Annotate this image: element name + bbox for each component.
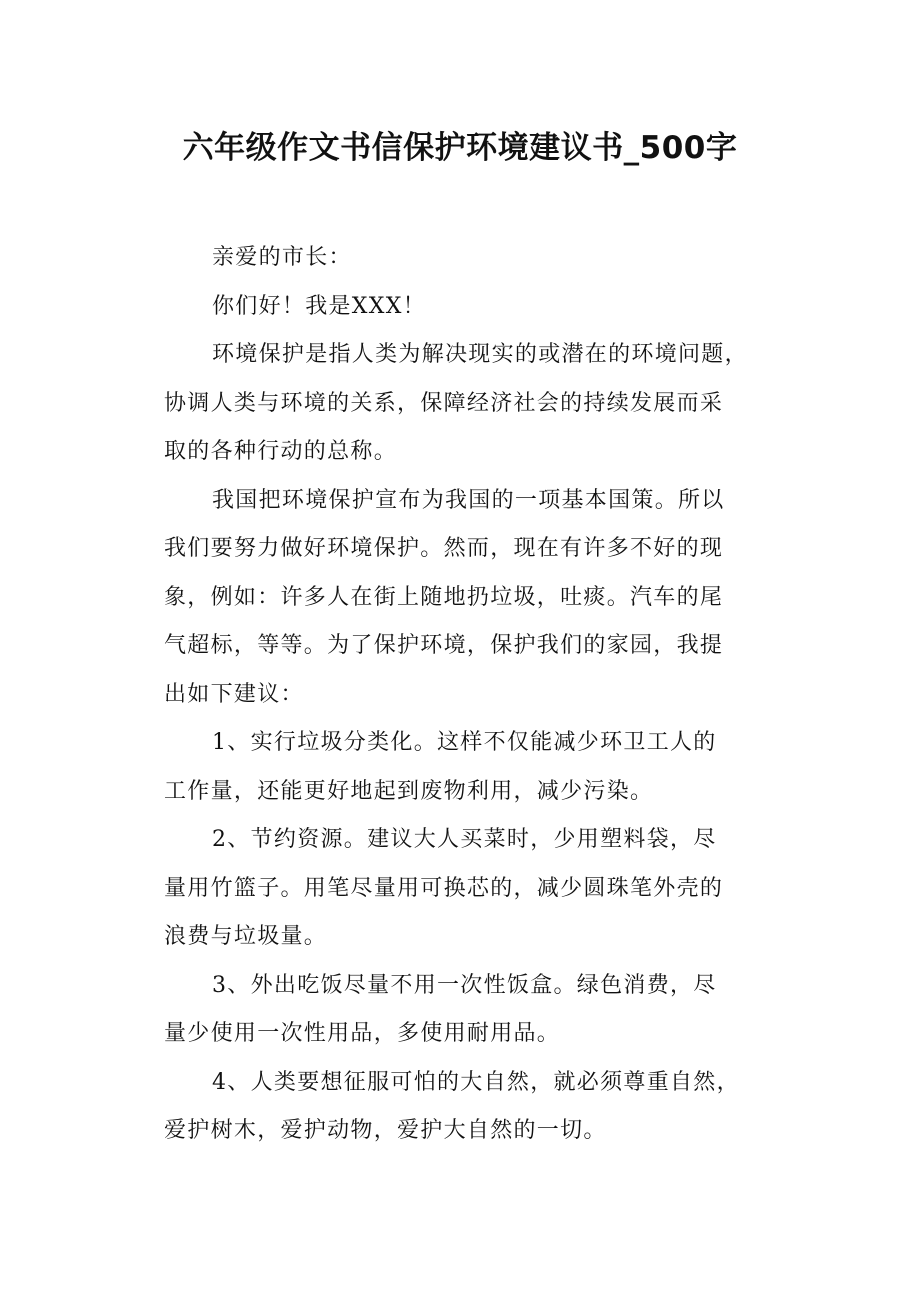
text-line: 气超标，等等。为了保护环境，保护我们的家园，我提 — [164, 633, 724, 658]
policy-paragraph — [164, 477, 764, 720]
document-title: 六年级作文书信保护环境建议书_500字 — [182, 130, 738, 166]
suggestion-3-paragraph — [164, 962, 764, 1059]
text-line: 亲爱的市长： — [212, 245, 352, 270]
letter-body — [164, 234, 764, 1156]
text-line: 协调人类与环境的关系，保障经济社会的持续发展而采 — [164, 390, 724, 416]
text-line: 2、节约资源。建议大人买菜时，少用塑料袋，尽 — [212, 827, 717, 852]
text-line: 象，例如：许多人在街上随地扔垃圾，吐痰。汽车的尾 — [164, 584, 724, 610]
text-line: 你们好！我是XXX！ — [212, 293, 426, 319]
salutation-paragraph — [164, 234, 764, 283]
text-line: 我国把环境保护宣布为我国的一项基本国策。所以 — [212, 487, 725, 513]
text-line: 爱护树木，爱护动物，爱护大自然的一切。 — [164, 1118, 607, 1143]
definition-paragraph — [164, 331, 764, 477]
text-line: 我们要努力做好环境保护。然而，现在有许多不好的现 — [164, 536, 724, 561]
text-line: 1、实行垃圾分类化。这样不仅能减少环卫工人的 — [212, 730, 717, 755]
suggestion-1-paragraph — [164, 719, 764, 816]
text-line: 浪费与垃圾量。 — [164, 924, 328, 949]
text-line: 3、外出吃饭尽量不用一次性饭盒。绿色消费，尽 — [212, 972, 717, 998]
text-line: 量用竹篮子。用笔尽量用可换芯的，减少圆珠笔外壳的 — [164, 875, 724, 901]
text-line: 工作量，还能更好地起到废物利用，减少污染。 — [164, 778, 654, 804]
suggestion-2-paragraph — [164, 816, 764, 962]
text-line: 4、人类要想征服可怕的大自然，就必须尊重自然， — [212, 1069, 740, 1095]
text-line: 取的各种行动的总称。 — [164, 439, 398, 464]
text-line: 量少使用一次性用品，多使用耐用品。 — [164, 1021, 561, 1046]
text-line: 环境保护是指人类为解决现实的或潜在的环境问题， — [212, 342, 748, 367]
text-line: 出如下建议： — [164, 681, 304, 707]
suggestion-4-paragraph — [164, 1059, 764, 1156]
greeting-paragraph — [164, 283, 764, 332]
